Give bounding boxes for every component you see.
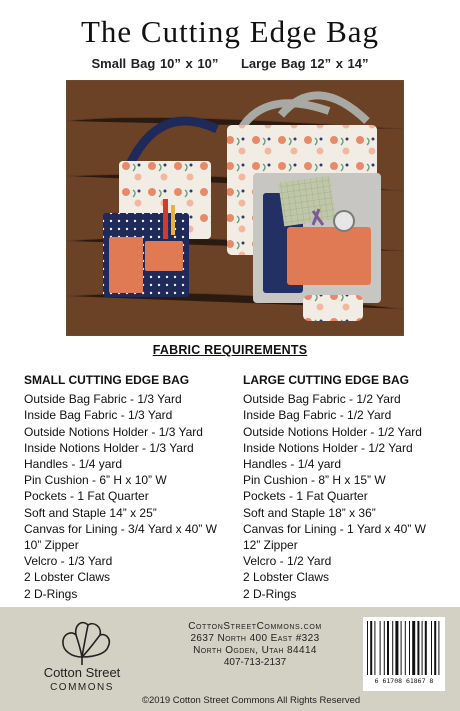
barcode-bars (363, 617, 445, 679)
page-title: The Cutting Edge Bag (80, 14, 380, 49)
list-item: 2 D-Rings (24, 586, 78, 601)
list-item: Inside Notions Holder - 1/3 Yard (24, 440, 194, 455)
address-line-1: 2637 North 400 East #323 (190, 633, 320, 644)
list-item: 10” Zipper (24, 538, 79, 553)
list-item: Handles - 1/4 yard (24, 457, 123, 472)
small-bag-heading: SMALL CUTTING EDGE BAG (24, 373, 190, 387)
list-item: Handles - 1/4 yard (243, 457, 342, 472)
list-item: Inside Bag Fabric - 1/2 Yard (243, 408, 392, 423)
list-item: Outside Bag Fabric - 1/3 Yard (24, 392, 182, 407)
fabric-requirements-heading: FABRIC REQUIREMENTS (152, 343, 308, 357)
contact-block (150, 621, 360, 669)
brand-name: Cotton Street (43, 665, 121, 680)
cotton-boll-icon (22, 613, 142, 665)
barcode-digits: 6 61708 61867 8 (374, 677, 434, 685)
small-bag-size: Small Bag 10” x 10” (91, 56, 219, 71)
brand-commons: COMMONS (50, 682, 114, 693)
list-item: Outside Notions Holder - 1/3 Yard (24, 424, 203, 439)
list-item: Outside Notions Holder - 1/2 Yard (243, 424, 422, 439)
list-item: Pockets - 1 Fat Quarter (243, 489, 368, 504)
barcode (363, 617, 445, 691)
footer (0, 607, 460, 711)
list-item: Velcro - 1/2 Yard (243, 554, 332, 569)
list-item: Outside Bag Fabric - 1/2 Yard (243, 392, 401, 407)
list-item: Pin Cushion - 8” H x 15” W (243, 473, 386, 488)
list-item: Inside Bag Fabric - 1/3 Yard (24, 408, 173, 423)
small-bag-requirements (24, 372, 234, 602)
copyright-text: ©2019 Cotton Street Commons All Rights Reserved (142, 695, 361, 706)
list-item: Pockets - 1 Fat Quarter (24, 489, 149, 504)
list-item: 2 Lobster Claws (24, 570, 111, 585)
list-item: 2 Lobster Claws (243, 570, 330, 585)
list-item: Pin Cushion - 6” H x 10” W (24, 473, 167, 488)
list-item: 2 D-Rings (243, 586, 297, 601)
large-bag-heading: LARGE CUTTING EDGE BAG (243, 373, 410, 387)
size-line (0, 56, 460, 71)
large-bag-requirements (243, 372, 453, 602)
cotton-street-logo (22, 613, 142, 701)
address-line-2: North Ogden, Utah 84414 (193, 645, 317, 656)
website-link[interactable]: CottonStreetCommons.com (188, 621, 322, 632)
list-item: 12” Zipper (243, 538, 298, 553)
list-item: Soft and Staple 14” x 25” (24, 505, 157, 520)
list-item: Canvas for Lining - 1 Yard x 40” W (243, 521, 426, 536)
list-item: Inside Notions Holder - 1/2 Yard (243, 440, 413, 455)
list-item: Canvas for Lining - 3/4 Yard x 40” W (24, 521, 217, 536)
large-bag-size: Large Bag 12” x 14” (240, 56, 369, 71)
list-item: Soft and Staple 18” x 36” (243, 505, 376, 520)
product-photo (66, 80, 404, 336)
phone-number: 407-713-2137 (223, 657, 287, 668)
list-item: Velcro - 1/3 Yard (24, 554, 113, 569)
